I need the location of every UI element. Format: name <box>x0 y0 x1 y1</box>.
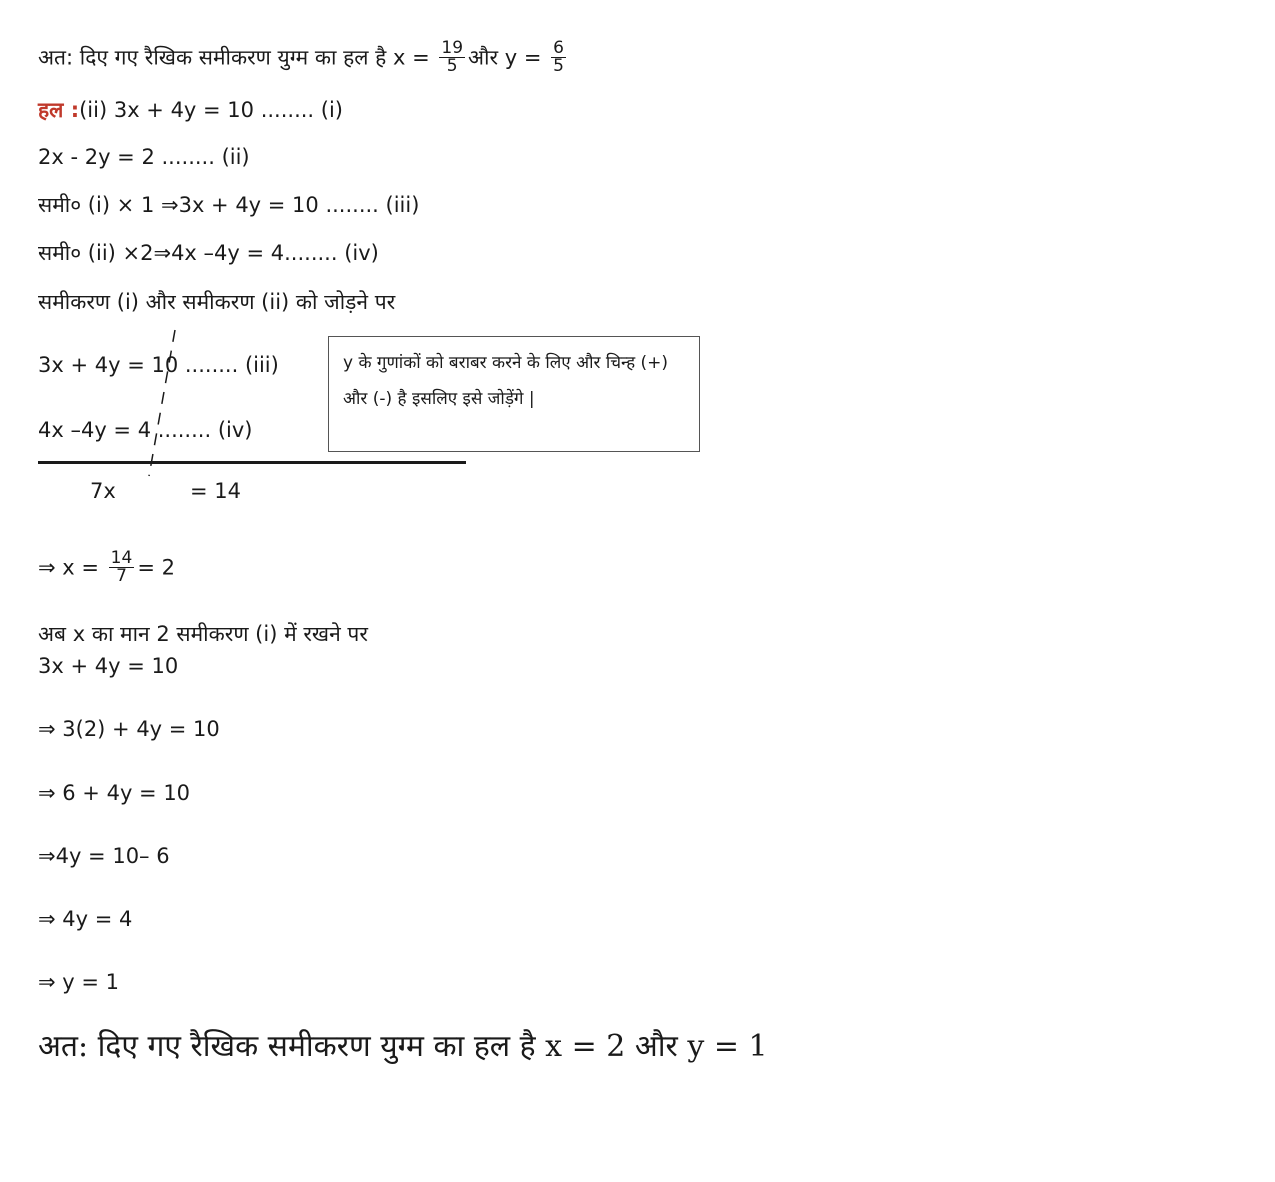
fraction-x-num: 19 <box>441 38 464 58</box>
line-3: 2x - 2y = 2 ........ (ii) <box>38 145 250 169</box>
solution-label: हल : <box>38 98 80 122</box>
step-4: ⇒4y = 10– 6 <box>38 844 170 868</box>
line-1-text: अत: दिए गए रैखिक समीकरण युग्म का हल है x = <box>38 45 430 70</box>
fraction-x-den: 5 <box>446 56 458 76</box>
step-5: ⇒ 4y = 4 <box>38 907 133 931</box>
equation-iv: 4x –4y = 4 ........ (iv) <box>38 418 253 442</box>
x-value-line <box>38 550 175 585</box>
step-1: 3x + 4y = 10 <box>38 654 179 678</box>
fraction-x-value-num: 14 <box>110 548 133 568</box>
equation-iii: 3x + 4y = 10 ........ (iii) <box>38 353 279 377</box>
x-value-suffix: = 2 <box>137 555 175 580</box>
line-5: समी० (ii) ×2⇒4x –4y = 4........ (iv) <box>38 241 379 265</box>
substitution-text: अब x का मान 2 समीकरण (i) में रखने पर <box>38 622 368 646</box>
step-6: ⇒ y = 1 <box>38 970 120 994</box>
addition-rule <box>38 461 466 464</box>
line-6: समीकरण (i) और समीकरण (ii) को जोड़ने पर <box>38 290 396 314</box>
fraction-x-value <box>109 550 135 585</box>
line-2-text: (ii) 3x + 4y = 10 ........ (i) <box>79 98 344 122</box>
fraction-y-den: 5 <box>553 56 564 76</box>
sum-right: = 14 <box>190 479 241 503</box>
line-1-and: और y = <box>468 45 542 70</box>
step-3: ⇒ 6 + 4y = 10 <box>38 781 191 805</box>
final-answer: अत: दिए गए रैखिक समीकरण युग्म का हल है x = 2 और y = 1 <box>38 1029 768 1064</box>
line-4: समी० (i) × 1 ⇒3x + 4y = 10 ........ (iii) <box>38 193 420 217</box>
fraction-y-num: 6 <box>553 38 564 58</box>
step-2: ⇒ 3(2) + 4y = 10 <box>38 717 220 741</box>
fraction-x-value-den: 7 <box>116 566 127 586</box>
note-box: y के गुणांकों को बराबर करने के लिए और चिन्ह (+) और (-) है इसलिए इसे जोड़ेंगे | <box>328 336 700 452</box>
sum-left: 7x <box>90 479 116 503</box>
x-value-prefix: ⇒ x = <box>38 555 99 580</box>
